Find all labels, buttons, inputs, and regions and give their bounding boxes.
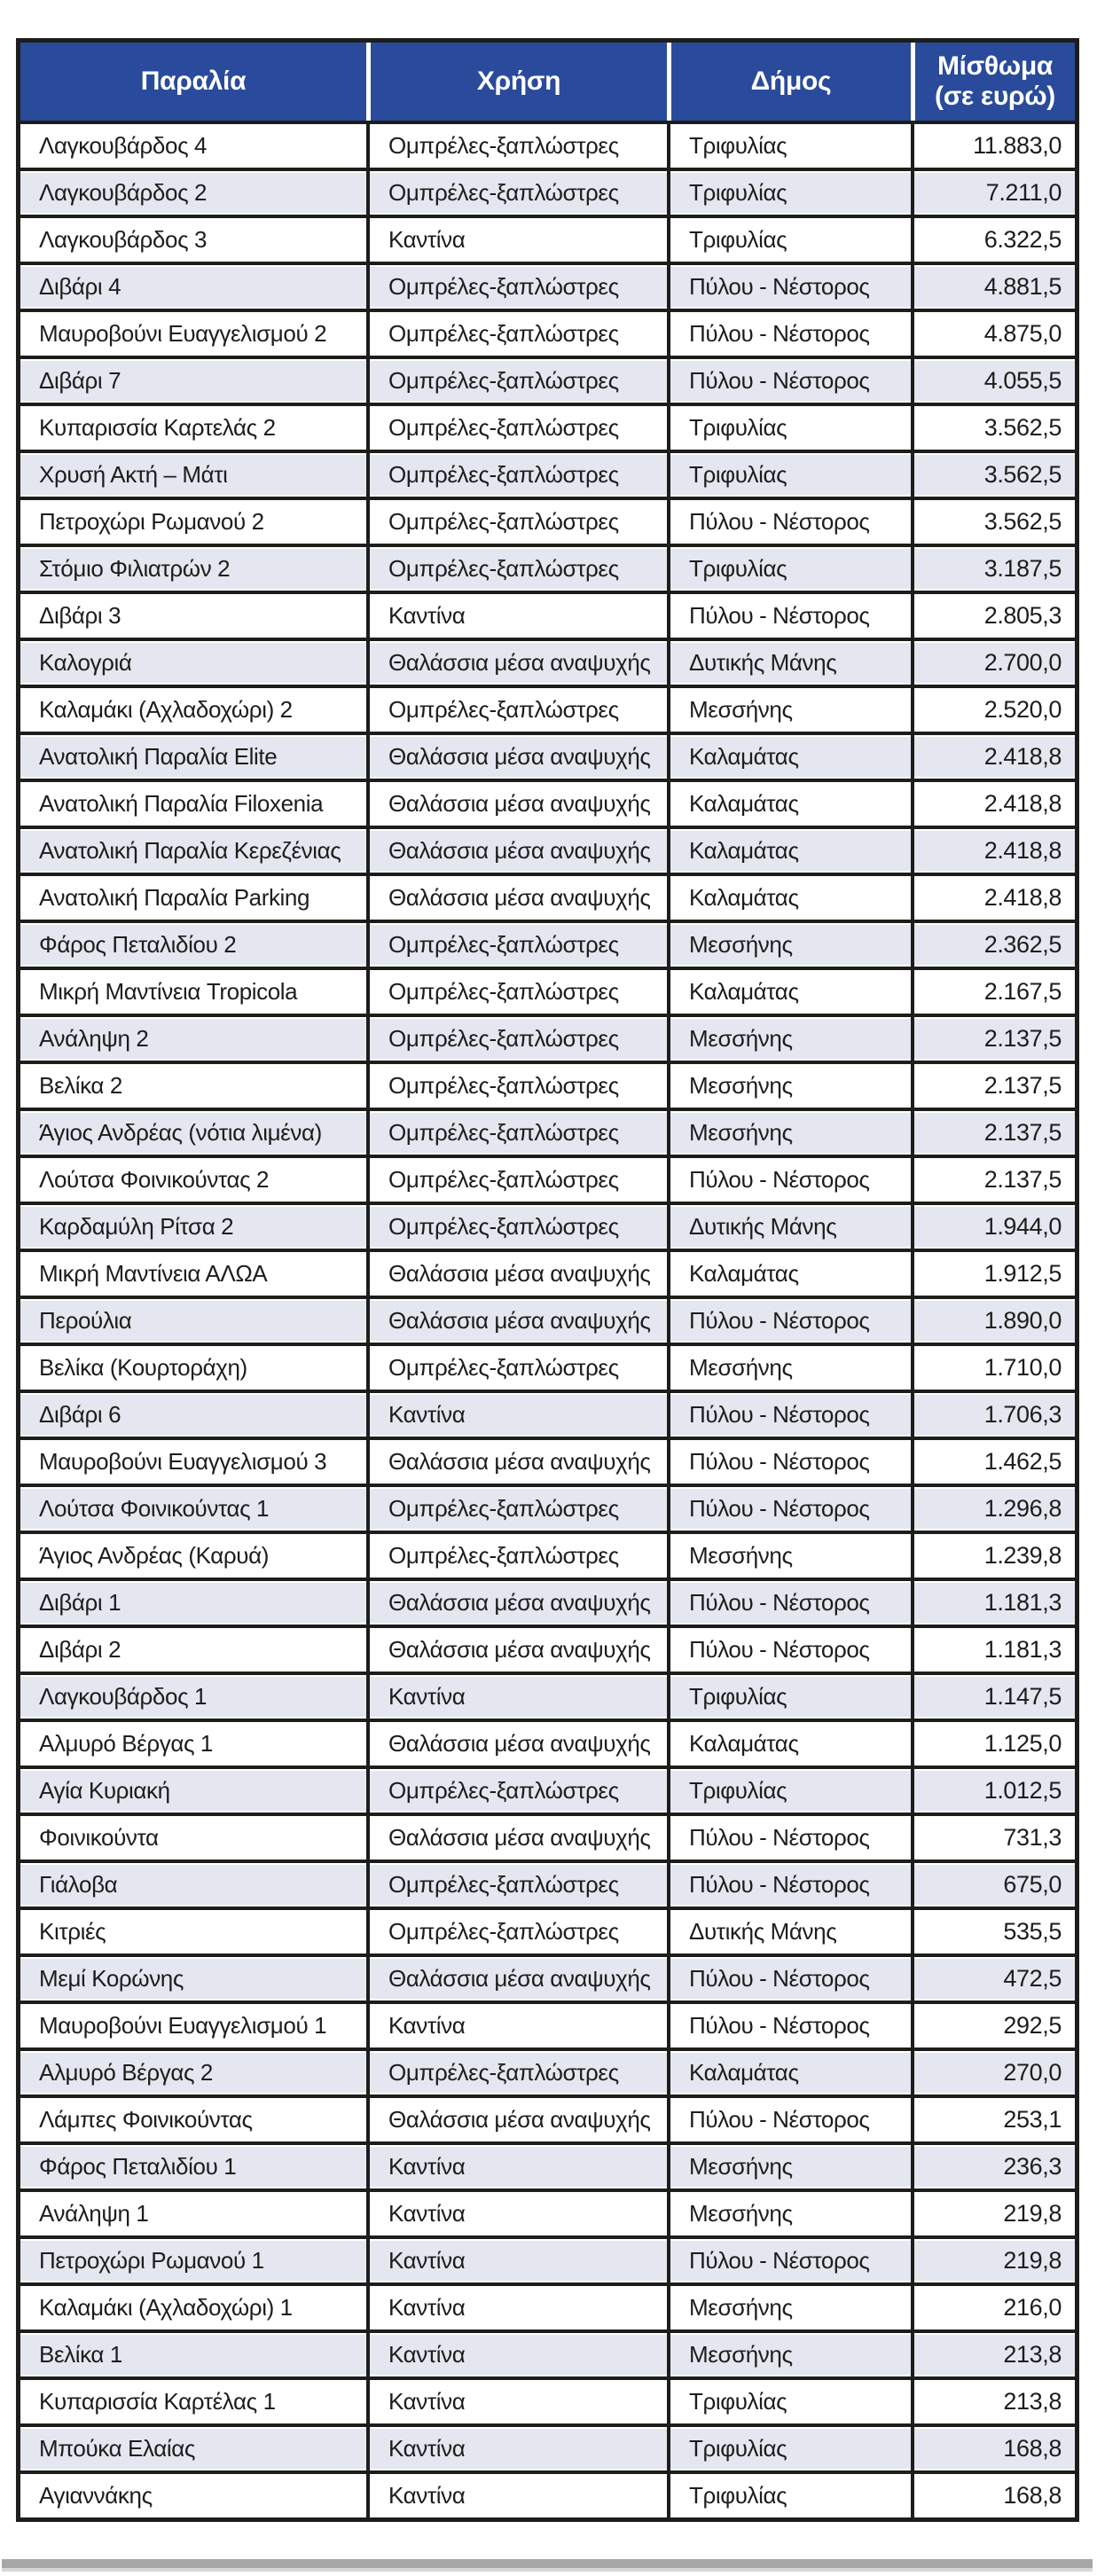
beach-cell: Λαγκουβάρδος 3 (39, 226, 208, 253)
municipality-cell: Πύλου - Νέστορος (667, 1957, 911, 2001)
table-row (20, 1672, 1075, 1719)
use-cell: Ομπρέλες-ξαπλώστρες (366, 1158, 667, 1202)
beach-cell: Κιτριές (39, 1918, 106, 1945)
municipality-cell: Μεσσήνης (667, 1111, 911, 1155)
municipality-cell: Καλαμάτας (667, 1722, 911, 1766)
rent-cell: 219,8 (911, 2239, 1075, 2282)
rent-cell: 168,8 (911, 2427, 1075, 2470)
rent-cell: 2.805,3 (911, 594, 1075, 638)
table-row (20, 1296, 1075, 1343)
rent-cell: 2.520,0 (911, 688, 1075, 732)
municipality-cell: Πύλου - Νέστορος (667, 1487, 911, 1531)
municipality-cell: Τριφυλίας (667, 124, 911, 168)
table-row (20, 497, 1075, 544)
rent-cell: 535,5 (911, 1910, 1075, 1954)
table-row (20, 638, 1075, 685)
municipality-cell: Δυτικής Μάνης (667, 1910, 911, 1954)
table-row (20, 1014, 1075, 1061)
rent-cell: 1.890,0 (911, 1299, 1075, 1343)
rent-cell: 2.167,5 (911, 970, 1075, 1014)
use-cell: Καντίνα (366, 218, 667, 262)
municipality-cell: Πύλου - Νέστορος (667, 1393, 911, 1437)
municipality-cell: Πύλου - Νέστορος (667, 312, 911, 356)
municipality-cell: Δυτικής Μάνης (667, 641, 911, 685)
table-row (20, 920, 1075, 967)
bottom-divider-bar (2, 2559, 1093, 2572)
rent-cell: 270,0 (911, 2051, 1075, 2094)
rent-cell: 168,8 (911, 2474, 1075, 2517)
use-cell: Θαλάσσια μέσα αναψυχής (366, 1628, 667, 1672)
use-cell: Θαλάσσια μέσα αναψυχής (366, 735, 667, 779)
table-row (20, 1155, 1075, 1202)
rent-cell: 2.137,5 (911, 1017, 1075, 1061)
beach-cell: Λαγκουβάρδος 4 (39, 132, 208, 159)
table-row (20, 2094, 1075, 2141)
use-cell: Ομπρέλες-ξαπλώστρες (366, 500, 667, 544)
table-row (20, 826, 1075, 873)
use-cell: Θαλάσσια μέσα αναψυχής (366, 1581, 667, 1625)
use-cell: Ομπρέλες-ξαπλώστρες (366, 923, 667, 967)
municipality-cell: Πύλου - Νέστορος (667, 594, 911, 638)
table-row (20, 544, 1075, 591)
table-row (20, 967, 1075, 1014)
use-cell: Καντίνα (366, 2474, 667, 2517)
rent-cell: 3.562,5 (911, 453, 1075, 497)
beach-cell: Κυπαρισσία Καρτέλας 1 (39, 2388, 276, 2415)
use-cell: Θαλάσσια μέσα αναψυχής (366, 829, 667, 873)
rent-cell: 213,8 (911, 2380, 1075, 2423)
municipality-cell: Πύλου - Νέστορος (667, 500, 911, 544)
municipality-cell: Τριφυλίας (667, 1675, 911, 1719)
rent-cell: 219,8 (911, 2192, 1075, 2235)
municipality-cell: Καλαμάτας (667, 782, 911, 826)
use-cell: Καντίνα (366, 2192, 667, 2235)
rent-cell: 2.137,5 (911, 1064, 1075, 1108)
municipality-cell: Τριφυλίας (667, 2380, 911, 2423)
beach-cell: Μεμί Κορώνης (39, 1965, 184, 1992)
table-row (20, 2329, 1075, 2376)
beach-cell: Λαγκουβάρδος 2 (39, 179, 208, 206)
beach-cell: Διβάρι 2 (39, 1636, 121, 1663)
table-row (20, 309, 1075, 356)
use-cell: Ομπρέλες-ξαπλώστρες (366, 406, 667, 450)
rent-cell: 7.211,0 (911, 171, 1075, 215)
beach-cell: Φοινικούντα (39, 1824, 159, 1851)
table-row (20, 121, 1075, 168)
rent-cell: 1.147,5 (911, 1675, 1075, 1719)
table-row (20, 262, 1075, 309)
municipality-cell: Μεσσήνης (667, 2333, 911, 2376)
rent-cell: 253,1 (911, 2098, 1075, 2141)
beach-cell: Βελίκα 1 (39, 2341, 122, 2368)
use-cell: Καντίνα (366, 2427, 667, 2470)
rent-cell: 675,0 (911, 1863, 1075, 1907)
rent-cell: 3.562,5 (911, 406, 1075, 450)
use-cell: Ομπρέλες-ξαπλώστρες (366, 2051, 667, 2094)
municipality-cell: Πύλου - Νέστορος (667, 1440, 911, 1484)
table-row (20, 779, 1075, 826)
beach-cell: Χρυσή Ακτή – Μάτι (39, 461, 228, 488)
table-body (20, 121, 1075, 2517)
municipality-cell: Τριφυλίας (667, 406, 911, 450)
beach-cell: Διβάρι 3 (39, 602, 121, 629)
table-row (20, 1484, 1075, 1531)
table-row (20, 168, 1075, 215)
beach-cell: Λαγκουβάρδος 1 (39, 1683, 208, 1710)
table-row (20, 1860, 1075, 1907)
beach-cell: Φάρος Πεταλιδίου 1 (39, 2153, 237, 2180)
table-row (20, 1531, 1075, 1578)
table-row (20, 2282, 1075, 2329)
beach-cell: Περούλια (39, 1307, 132, 1334)
municipality-cell: Καλαμάτας (667, 2051, 911, 2094)
rent-cell: 1.706,3 (911, 1393, 1075, 1437)
beach-cell: Διβάρι 4 (39, 273, 121, 300)
beach-cell: Ανατολική Παραλία Parking (39, 884, 310, 911)
rent-cell: 4.875,0 (911, 312, 1075, 356)
municipality-cell: Πύλου - Νέστορος (667, 265, 911, 309)
table-row (20, 1390, 1075, 1437)
use-cell: Ομπρέλες-ξαπλώστρες (366, 124, 667, 168)
use-cell: Ομπρέλες-ξαπλώστρες (366, 1769, 667, 1813)
beach-cell: Ανατολική Παραλία Κερεζένιας (39, 837, 341, 864)
beach-cell: Στόμιο Φιλιατρών 2 (39, 555, 231, 582)
beach-cell: Άγιος Ανδρέας (νότια λιμένα) (39, 1119, 322, 1146)
use-cell: Ομπρέλες-ξαπλώστρες (366, 688, 667, 732)
municipality-cell: Πύλου - Νέστορος (667, 2239, 911, 2282)
use-cell: Καντίνα (366, 2239, 667, 2282)
table-row (20, 1343, 1075, 1390)
rent-cell: 1.181,3 (911, 1581, 1075, 1625)
rent-cell: 472,5 (911, 1957, 1075, 2001)
beach-cell: Γιάλοβα (39, 1871, 118, 1898)
beach-cell: Μικρή Μαντίνεια ΑΛΩΑ (39, 1260, 268, 1287)
rent-cell: 6.322,5 (911, 218, 1075, 262)
table-row (20, 732, 1075, 779)
table-row (20, 2470, 1075, 2517)
beach-cell: Πετροχώρι Ρωμανού 2 (39, 508, 264, 535)
use-cell: Θαλάσσια μέσα αναψυχής (366, 1957, 667, 2001)
use-cell: Θαλάσσια μέσα αναψυχής (366, 1440, 667, 1484)
municipality-cell: Μεσσήνης (667, 923, 911, 967)
beach-cell: Καρδαμύλη Ρίτσα 2 (39, 1213, 234, 1240)
beach-cell: Μικρή Μαντίνεια Tropicola (39, 978, 298, 1005)
table-row (20, 685, 1075, 732)
table-row (20, 2141, 1075, 2188)
use-cell: Καντίνα (366, 2286, 667, 2329)
use-cell: Θαλάσσια μέσα αναψυχής (366, 2098, 667, 2141)
municipality-cell: Πύλου - Νέστορος (667, 1628, 911, 1672)
table-row (20, 215, 1075, 262)
municipality-cell: Καλαμάτας (667, 876, 911, 920)
use-cell: Ομπρέλες-ξαπλώστρες (366, 970, 667, 1014)
municipality-cell: Τριφυλίας (667, 453, 911, 497)
table-row (20, 1202, 1075, 1249)
use-cell: Καντίνα (366, 2145, 667, 2188)
rent-cell: 2.418,8 (911, 735, 1075, 779)
table-row (20, 2235, 1075, 2282)
rent-cell: 4.055,5 (911, 359, 1075, 403)
use-cell: Θαλάσσια μέσα αναψυχής (366, 1816, 667, 1860)
municipality-cell: Μεσσήνης (667, 2192, 911, 2235)
use-cell: Θαλάσσια μέσα αναψυχής (366, 782, 667, 826)
beach-cell: Μαυροβούνι Ευαγγελισμού 1 (39, 2012, 327, 2039)
beach-cell: Λούτσα Φοινικούντας 1 (39, 1495, 270, 1522)
table-row (20, 1625, 1075, 1672)
use-cell: Θαλάσσια μέσα αναψυχής (366, 641, 667, 685)
municipality-cell: Τριφυλίας (667, 1769, 911, 1813)
municipality-cell: Πύλου - Νέστορος (667, 359, 911, 403)
table-row (20, 591, 1075, 638)
municipality-cell: Πύλου - Νέστορος (667, 1299, 911, 1343)
beach-cell: Μαυροβούνι Ευαγγελισμού 2 (39, 320, 327, 347)
beach-cell: Διβάρι 7 (39, 367, 121, 394)
municipality-cell: Μεσσήνης (667, 688, 911, 732)
municipality-cell: Καλαμάτας (667, 970, 911, 1014)
table-row (20, 1578, 1075, 1625)
rent-cell: 731,3 (911, 1816, 1075, 1860)
beach-cell: Διβάρι 1 (39, 1589, 121, 1616)
use-cell: Ομπρέλες-ξαπλώστρες (366, 171, 667, 215)
use-cell: Ομπρέλες-ξαπλώστρες (366, 1064, 667, 1108)
rent-cell: 292,5 (911, 2004, 1075, 2047)
rent-cell: 2.418,8 (911, 782, 1075, 826)
rent-cell: 1.710,0 (911, 1346, 1075, 1390)
use-cell: Καντίνα (366, 2333, 667, 2376)
header-rent: Μίσθωμα (σε ευρώ) (911, 43, 1075, 121)
table-row (20, 1766, 1075, 1813)
use-cell: Ομπρέλες-ξαπλώστρες (366, 1205, 667, 1249)
table-row (20, 403, 1075, 450)
use-cell: Ομπρέλες-ξαπλώστρες (366, 1534, 667, 1578)
table-row (20, 1954, 1075, 2001)
municipality-cell: Τριφυλίας (667, 2474, 911, 2517)
beach-cell: Πετροχώρι Ρωμανού 1 (39, 2247, 264, 2274)
beach-cell: Αλμυρό Βέργας 1 (39, 1730, 213, 1757)
municipality-cell: Πύλου - Νέστορος (667, 2098, 911, 2141)
rent-cell: 1.296,8 (911, 1487, 1075, 1531)
municipality-cell: Καλαμάτας (667, 735, 911, 779)
beach-cell: Βελίκα 2 (39, 1072, 122, 1099)
use-cell: Ομπρέλες-ξαπλώστρες (366, 1346, 667, 1390)
use-cell: Θαλάσσια μέσα αναψυχής (366, 1722, 667, 1766)
header-municipality: Δήμος (667, 43, 911, 121)
beach-cell: Ανατολική Παραλία Filoxenia (39, 790, 324, 817)
beach-cell: Ανάληψη 1 (39, 2200, 149, 2227)
municipality-cell: Πύλου - Νέστορος (667, 1581, 911, 1625)
rent-cell: 1.944,0 (911, 1205, 1075, 1249)
use-cell: Ομπρέλες-ξαπλώστρες (366, 1910, 667, 1954)
beach-cell: Άγιος Ανδρέας (Καρυά) (39, 1542, 269, 1569)
rent-cell: 3.562,5 (911, 500, 1075, 544)
municipality-cell: Δυτικής Μάνης (667, 1205, 911, 1249)
rent-cell: 1.125,0 (911, 1722, 1075, 1766)
table-row (20, 2376, 1075, 2423)
table-header-row (20, 43, 1075, 121)
municipality-cell: Πύλου - Νέστορος (667, 1863, 911, 1907)
beach-cell: Λούτσα Φοινικούντας 2 (39, 1166, 270, 1193)
rent-cell: 11.883,0 (911, 124, 1075, 168)
use-cell: Θαλάσσια μέσα αναψυχής (366, 1252, 667, 1296)
beach-cell: Αλμυρό Βέργας 2 (39, 2059, 213, 2086)
municipality-cell: Μεσσήνης (667, 1346, 911, 1390)
rent-cell: 2.137,5 (911, 1158, 1075, 1202)
use-cell: Καντίνα (366, 1675, 667, 1719)
beach-cell: Λάμπες Φοινικούντας (39, 2106, 253, 2133)
municipality-cell: Μεσσήνης (667, 1534, 911, 1578)
rent-cell: 1.462,5 (911, 1440, 1075, 1484)
rent-cell: 1.012,5 (911, 1769, 1075, 1813)
beach-cell: Ανάληψη 2 (39, 1025, 149, 1052)
rent-cell: 236,3 (911, 2145, 1075, 2188)
use-cell: Ομπρέλες-ξαπλώστρες (366, 265, 667, 309)
beach-cell: Φάρος Πεταλιδίου 2 (39, 931, 237, 958)
municipality-cell: Τριφυλίας (667, 547, 911, 591)
use-cell: Καντίνα (366, 2380, 667, 2423)
municipality-cell: Τριφυλίας (667, 218, 911, 262)
table-row (20, 1437, 1075, 1484)
use-cell: Ομπρέλες-ξαπλώστρες (366, 1111, 667, 1155)
rent-cell: 2.418,8 (911, 829, 1075, 873)
use-cell: Ομπρέλες-ξαπλώστρες (366, 312, 667, 356)
use-cell: Ομπρέλες-ξαπλώστρες (366, 453, 667, 497)
header-use: Χρήση (366, 43, 667, 121)
use-cell: Θαλάσσια μέσα αναψυχής (366, 876, 667, 920)
beach-cell: Μπούκα Ελαίας (39, 2435, 195, 2462)
table-row (20, 2047, 1075, 2094)
table-row (20, 1108, 1075, 1155)
use-cell: Ομπρέλες-ξαπλώστρες (366, 1017, 667, 1061)
table-row (20, 1719, 1075, 1766)
municipality-cell: Μεσσήνης (667, 2286, 911, 2329)
rent-cell: 213,8 (911, 2333, 1075, 2376)
beach-cell: Αγιαννάκης (39, 2482, 153, 2509)
beach-cell: Καλαμάκι (Αχλαδοχώρι) 1 (39, 2294, 293, 2321)
municipality-cell: Μεσσήνης (667, 2145, 911, 2188)
table-row (20, 2188, 1075, 2235)
use-cell: Θαλάσσια μέσα αναψυχής (366, 1299, 667, 1343)
rent-cell: 1.912,5 (911, 1252, 1075, 1296)
use-cell: Ομπρέλες-ξαπλώστρες (366, 1863, 667, 1907)
beach-cell: Διβάρι 6 (39, 1401, 121, 1428)
beach-rentals-table (16, 38, 1079, 2522)
beach-cell: Κυπαρισσία Καρτελάς 2 (39, 414, 276, 441)
beach-cell: Βελίκα (Κουρτοράχη) (39, 1354, 247, 1381)
municipality-cell: Πύλου - Νέστορος (667, 1158, 911, 1202)
use-cell: Καντίνα (366, 1393, 667, 1437)
municipality-cell: Τριφυλίας (667, 171, 911, 215)
municipality-cell: Μεσσήνης (667, 1017, 911, 1061)
beach-cell: Μαυροβούνι Ευαγγελισμού 3 (39, 1448, 327, 1475)
municipality-cell: Μεσσήνης (667, 1064, 911, 1108)
table-row (20, 1907, 1075, 1954)
rent-cell: 1.181,3 (911, 1628, 1075, 1672)
header-beach: Παραλία (140, 67, 247, 97)
rent-cell: 2.418,8 (911, 876, 1075, 920)
beach-cell: Καλαμάκι (Αχλαδοχώρι) 2 (39, 696, 293, 723)
table-row (20, 873, 1075, 920)
use-cell: Ομπρέλες-ξαπλώστρες (366, 359, 667, 403)
use-cell: Καντίνα (366, 2004, 667, 2047)
rent-cell: 4.881,5 (911, 265, 1075, 309)
use-cell: Ομπρέλες-ξαπλώστρες (366, 1487, 667, 1531)
rent-cell: 2.362,5 (911, 923, 1075, 967)
use-cell: Καντίνα (366, 594, 667, 638)
beach-cell: Ανατολική Παραλία Elite (39, 743, 278, 770)
table-row (20, 2423, 1075, 2470)
rent-cell: 216,0 (911, 2286, 1075, 2329)
rent-cell: 2.700,0 (911, 641, 1075, 685)
municipality-cell: Πύλου - Νέστορος (667, 2004, 911, 2047)
municipality-cell: Τριφυλίας (667, 2427, 911, 2470)
table-row (20, 1813, 1075, 1860)
table-row (20, 356, 1075, 403)
rent-cell: 3.187,5 (911, 547, 1075, 591)
municipality-cell: Καλαμάτας (667, 829, 911, 873)
table-row (20, 450, 1075, 497)
beach-cell: Αγία Κυριακή (39, 1777, 170, 1804)
table-row (20, 1249, 1075, 1296)
municipality-cell: Καλαμάτας (667, 1252, 911, 1296)
beach-cell: Καλογριά (39, 649, 132, 676)
table-row (20, 1061, 1075, 1108)
municipality-cell: Πύλου - Νέστορος (667, 1816, 911, 1860)
table-row (20, 2001, 1075, 2047)
use-cell: Ομπρέλες-ξαπλώστρες (366, 547, 667, 591)
rent-cell: 1.239,8 (911, 1534, 1075, 1578)
rent-cell: 2.137,5 (911, 1111, 1075, 1155)
